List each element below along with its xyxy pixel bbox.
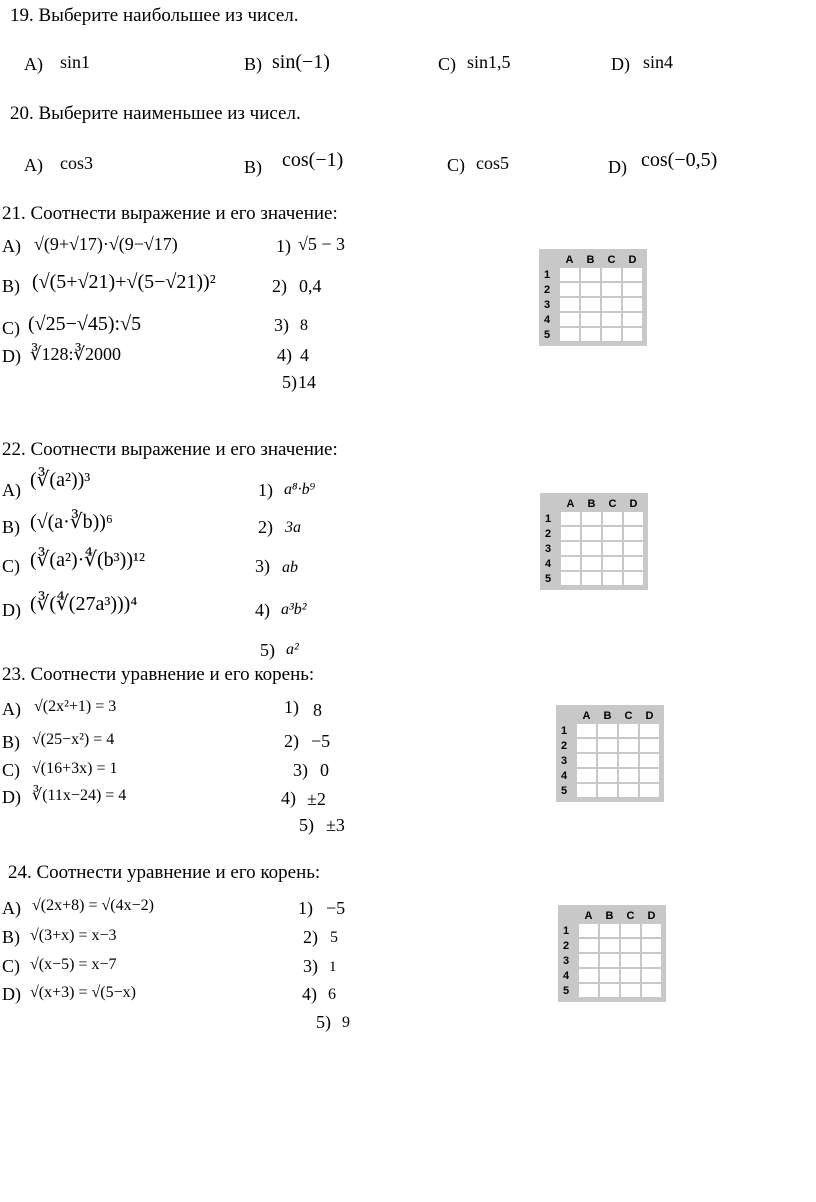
q22-right-2-value: 3a: [285, 519, 301, 536]
grid-answer-cell[interactable]: [602, 268, 621, 281]
q21-right-1-value: √5 − 3: [298, 234, 346, 254]
q20-option-c-label: C): [447, 155, 465, 175]
q23-title: 23. Соотнести уравнение и его корень:: [2, 664, 315, 685]
grid-answer-cell[interactable]: [579, 924, 598, 937]
q21-left-b-expr: (√(5+√21)+√(5−√21))²: [32, 271, 216, 293]
grid-answer-cell[interactable]: [640, 739, 659, 752]
q20-option-b-label: B): [244, 157, 262, 177]
grid-col-header: D: [640, 710, 659, 722]
q24-right-3-label: 3): [303, 956, 318, 976]
grid-answer-cell[interactable]: [561, 557, 580, 570]
grid-answer-cell[interactable]: [598, 724, 617, 737]
grid-row-header: 3: [544, 298, 558, 311]
grid-answer-cell[interactable]: [577, 724, 596, 737]
q23-right-3-value: 0: [320, 760, 329, 780]
grid-answer-cell[interactable]: [561, 572, 580, 585]
q24-right-4-value: 6: [328, 986, 336, 1003]
grid-answer-cell[interactable]: [619, 724, 638, 737]
q22-left-a-expr: (∛(a²))³: [30, 469, 91, 491]
grid-answer-cell[interactable]: [561, 542, 580, 555]
grid-answer-cell[interactable]: [619, 784, 638, 797]
q23-right-1-label: 1): [284, 697, 299, 717]
q22-left-b-expr: (√(a·∛b))⁶: [30, 511, 113, 533]
grid-row-header: 1: [544, 268, 558, 281]
grid-row-header: 1: [561, 724, 575, 737]
grid-row-header: 2: [561, 739, 575, 752]
q21-right-3-label: 3): [274, 315, 289, 335]
grid-answer-cell[interactable]: [600, 924, 619, 937]
grid-col-header: C: [603, 498, 622, 510]
q22-right-1-label: 1): [258, 480, 273, 500]
grid-row-header: 4: [545, 557, 559, 570]
q22-right-4-value: a³b²: [281, 601, 307, 618]
grid-col-header: B: [600, 910, 619, 922]
grid-col-header: B: [581, 254, 600, 266]
grid-answer-cell[interactable]: [561, 512, 580, 525]
q23-right-2-value: −5: [311, 731, 331, 751]
grid-answer-cell[interactable]: [642, 924, 661, 937]
grid-answer-cell[interactable]: [623, 283, 642, 296]
q22-right-5-label: 5): [260, 640, 275, 660]
q20-option-d-expr: cos(−0,5): [641, 149, 718, 171]
q23-left-b-expr: √(25−x²) = 4: [32, 731, 115, 748]
q20-title: 20. Выберите наименьшее из чисел.: [10, 103, 301, 124]
q23-left-c-expr: √(16+3x) = 1: [32, 760, 118, 777]
q24-left-c-label: C): [2, 956, 20, 976]
grid-col-header: B: [598, 710, 617, 722]
grid-answer-cell[interactable]: [600, 984, 619, 997]
grid-answer-cell[interactable]: [598, 739, 617, 752]
grid-corner: [545, 498, 559, 510]
grid-answer-cell[interactable]: [602, 313, 621, 326]
grid-answer-cell[interactable]: [640, 724, 659, 737]
grid-corner: [563, 910, 577, 922]
grid-answer-cell[interactable]: [642, 939, 661, 952]
q22-right-5-value: a²: [286, 641, 299, 658]
q21-left-b-label: B): [2, 276, 20, 296]
grid-answer-cell[interactable]: [581, 328, 600, 341]
grid-answer-cell[interactable]: [602, 298, 621, 311]
q23-right-4-label: 4): [281, 788, 296, 808]
q22-left-b-label: B): [2, 517, 20, 537]
q23-right-2-label: 2): [284, 731, 299, 751]
q23-left-d-label: D): [2, 787, 21, 807]
grid-answer-cell[interactable]: [598, 769, 617, 782]
q22-right-3-label: 3): [255, 556, 270, 576]
grid-row-header: 4: [561, 769, 575, 782]
q24-right-1-label: 1): [298, 898, 313, 918]
grid-col-header: D: [623, 254, 642, 266]
q19-option-c-label: C): [438, 54, 456, 74]
q24-left-b-expr: √(3+x) = x−3: [30, 927, 117, 944]
q21-left-d-expr: ∛128:∛2000: [30, 344, 121, 364]
q23-right-5-value: ±3: [326, 815, 345, 835]
q23-answer-grid: [556, 705, 664, 802]
grid-row-header: 3: [545, 542, 559, 555]
q24-title: 24. Соотнести уравнение и его корень:: [8, 862, 321, 883]
grid-col-header: C: [621, 910, 640, 922]
grid-answer-cell[interactable]: [582, 542, 601, 555]
grid-answer-cell[interactable]: [600, 954, 619, 967]
q19-option-a-expr: sin1: [60, 52, 91, 72]
grid-row-header: 1: [563, 924, 577, 937]
q21-right-2-value: 0,4: [299, 276, 322, 296]
q23-left-b-label: B): [2, 732, 20, 752]
grid-answer-cell[interactable]: [581, 268, 600, 281]
grid-answer-cell[interactable]: [577, 739, 596, 752]
grid-col-header: A: [577, 710, 596, 722]
q21-right-4-label: 4): [277, 345, 292, 365]
grid-answer-cell[interactable]: [640, 769, 659, 782]
grid-row-header: 5: [545, 572, 559, 585]
q21-left-d-label: D): [2, 346, 21, 366]
grid-answer-cell[interactable]: [560, 268, 579, 281]
grid-col-header: D: [642, 910, 661, 922]
q21-right-2-label: 2): [272, 276, 287, 296]
grid-answer-cell[interactable]: [621, 939, 640, 952]
grid-row-header: 2: [544, 283, 558, 296]
q22-left-a-label: A): [2, 480, 21, 500]
q24-left-a-label: A): [2, 898, 21, 918]
grid-answer-cell[interactable]: [624, 557, 643, 570]
grid-row-header: 2: [563, 939, 577, 952]
grid-answer-cell[interactable]: [642, 954, 661, 967]
grid-answer-cell[interactable]: [577, 784, 596, 797]
q24-answer-grid: [558, 905, 666, 1002]
grid-answer-cell[interactable]: [600, 939, 619, 952]
grid-answer-cell[interactable]: [642, 969, 661, 982]
q24-right-5-label: 5): [316, 1012, 331, 1032]
q21-left-a-expr: √(9+√17)·√(9−√17): [34, 234, 178, 254]
grid-answer-cell[interactable]: [581, 298, 600, 311]
grid-answer-cell[interactable]: [603, 572, 622, 585]
grid-answer-cell[interactable]: [603, 542, 622, 555]
grid-answer-cell[interactable]: [579, 984, 598, 997]
q21-right-3-value: 8: [300, 317, 308, 334]
q19-option-b-label: B): [244, 54, 262, 74]
grid-answer-cell[interactable]: [560, 313, 579, 326]
grid-row-header: 5: [561, 784, 575, 797]
q22-answer-grid: [540, 493, 648, 590]
q22-left-d-expr: (∛(∜(27a³)))⁴: [30, 593, 138, 615]
q21-title: 21. Соотнести выражение и его значение:: [2, 203, 338, 224]
grid-answer-cell[interactable]: [621, 924, 640, 937]
grid-col-header: D: [624, 498, 643, 510]
grid-answer-cell[interactable]: [624, 527, 643, 540]
grid-answer-cell[interactable]: [560, 298, 579, 311]
q19-option-d-expr: sin4: [643, 52, 674, 72]
q22-right-3-value: ab: [282, 559, 298, 576]
grid-row-header: 3: [563, 954, 577, 967]
grid-answer-cell[interactable]: [619, 769, 638, 782]
grid-row-header: 3: [561, 754, 575, 767]
grid-answer-cell[interactable]: [581, 313, 600, 326]
grid-answer-cell[interactable]: [621, 954, 640, 967]
q19-option-b-expr-text: sin(−1): [272, 51, 330, 73]
q24-left-a-expr: √(2x+8) = √(4x−2): [32, 897, 154, 914]
q22-left-c-label: C): [2, 556, 20, 576]
grid-answer-cell[interactable]: [603, 512, 622, 525]
grid-answer-cell[interactable]: [561, 527, 580, 540]
grid-answer-cell[interactable]: [598, 754, 617, 767]
q22-left-c-expr: (∛(a²)·∜(b³))¹²: [30, 549, 145, 571]
grid-answer-cell[interactable]: [619, 739, 638, 752]
grid-row-header: 5: [544, 328, 558, 341]
q20-option-b-expr: cos(−1): [282, 149, 344, 171]
q21-left-c-expr: (√25−√45):√5: [28, 313, 142, 335]
q19-option-d-label: D): [611, 54, 630, 74]
q23-left-a-expr: √(2x²+1) = 3: [34, 698, 117, 715]
grid-answer-cell[interactable]: [600, 969, 619, 982]
q21-right-4-value: 4: [300, 345, 309, 365]
grid-answer-cell[interactable]: [582, 527, 601, 540]
q24-right-2-label: 2): [303, 927, 318, 947]
q19-title: 19. Выберите наибольшее из чисел.: [10, 5, 299, 26]
q21-right-1-label: 1): [276, 236, 291, 256]
q19-option-c-expr: sin1,5: [467, 52, 511, 72]
grid-col-header: A: [560, 254, 579, 266]
grid-answer-cell[interactable]: [560, 328, 579, 341]
grid-col-header: A: [561, 498, 580, 510]
q23-left-c-label: C): [2, 760, 20, 780]
grid-answer-cell[interactable]: [579, 969, 598, 982]
q22-right-1-value: a⁸·b⁹: [284, 481, 316, 498]
q22-left-d-label: D): [2, 600, 21, 620]
grid-answer-cell[interactable]: [577, 769, 596, 782]
grid-answer-cell[interactable]: [602, 328, 621, 341]
grid-answer-cell[interactable]: [624, 512, 643, 525]
q21-answer-grid: [539, 249, 647, 346]
grid-col-header: B: [582, 498, 601, 510]
grid-row-header: 5: [563, 984, 577, 997]
q19-option-a-label: A): [24, 54, 43, 74]
grid-row-header: 1: [545, 512, 559, 525]
q24-left-d-expr: √(x+3) = √(5−x): [30, 984, 136, 1001]
q20-option-a-label: A): [24, 155, 43, 175]
grid-row-header: 4: [544, 313, 558, 326]
grid-answer-cell[interactable]: [579, 939, 598, 952]
q22-title: 22. Соотнести выражение и его значение:: [2, 439, 338, 460]
grid-answer-cell[interactable]: [624, 542, 643, 555]
grid-answer-cell[interactable]: [623, 268, 642, 281]
grid-answer-cell[interactable]: [577, 754, 596, 767]
grid-corner: [561, 710, 575, 722]
q23-right-4-value: ±2: [307, 789, 326, 809]
q23-right-3-label: 3): [293, 760, 308, 780]
grid-answer-cell[interactable]: [623, 328, 642, 341]
q24-right-4-label: 4): [302, 984, 317, 1004]
grid-answer-cell[interactable]: [560, 283, 579, 296]
q20-option-c-expr: cos5: [476, 153, 509, 173]
q24-right-5-value: 9: [342, 1014, 350, 1031]
grid-answer-cell[interactable]: [582, 557, 601, 570]
q21-left-c-label: C): [2, 318, 20, 338]
q22-right-2-label: 2): [258, 517, 273, 537]
q23-left-a-label: A): [2, 699, 21, 719]
q23-left-d-expr: ∛(11x−24) = 4: [32, 787, 127, 804]
grid-answer-cell[interactable]: [582, 572, 601, 585]
grid-answer-cell[interactable]: [623, 313, 642, 326]
grid-answer-cell[interactable]: [579, 954, 598, 967]
grid-col-header: C: [619, 710, 638, 722]
q23-right-5-label: 5): [299, 815, 314, 835]
grid-row-header: 4: [563, 969, 577, 982]
q24-right-2-value: 5: [330, 929, 338, 946]
q21-left-a-label: A): [2, 236, 21, 256]
q24-left-b-label: B): [2, 927, 20, 947]
grid-answer-cell[interactable]: [603, 527, 622, 540]
grid-answer-cell[interactable]: [619, 754, 638, 767]
grid-answer-cell[interactable]: [640, 754, 659, 767]
grid-answer-cell[interactable]: [598, 784, 617, 797]
grid-answer-cell[interactable]: [640, 784, 659, 797]
grid-answer-cell[interactable]: [621, 969, 640, 982]
q20-option-d-label: D): [608, 157, 627, 177]
grid-col-header: A: [579, 910, 598, 922]
q21-right-5-label: 5): [282, 372, 297, 392]
q23-right-1-value: 8: [313, 700, 322, 720]
grid-answer-cell[interactable]: [602, 283, 621, 296]
grid-answer-cell[interactable]: [642, 984, 661, 997]
q24-left-d-label: D): [2, 984, 21, 1004]
grid-answer-cell[interactable]: [624, 572, 643, 585]
grid-answer-cell[interactable]: [581, 283, 600, 296]
grid-answer-cell[interactable]: [621, 984, 640, 997]
q21-right-5-value: 14: [298, 372, 316, 392]
grid-answer-cell[interactable]: [582, 512, 601, 525]
q22-right-4-label: 4): [255, 600, 270, 620]
grid-answer-cell[interactable]: [603, 557, 622, 570]
q24-right-3-value: 1: [329, 959, 337, 975]
grid-row-header: 2: [545, 527, 559, 540]
q24-left-c-expr: √(x−5) = x−7: [30, 956, 117, 973]
grid-corner: [544, 254, 558, 266]
q20-option-a-expr: cos3: [60, 153, 93, 173]
q24-right-1-value: −5: [326, 898, 346, 918]
grid-answer-cell[interactable]: [623, 298, 642, 311]
grid-col-header: C: [602, 254, 621, 266]
